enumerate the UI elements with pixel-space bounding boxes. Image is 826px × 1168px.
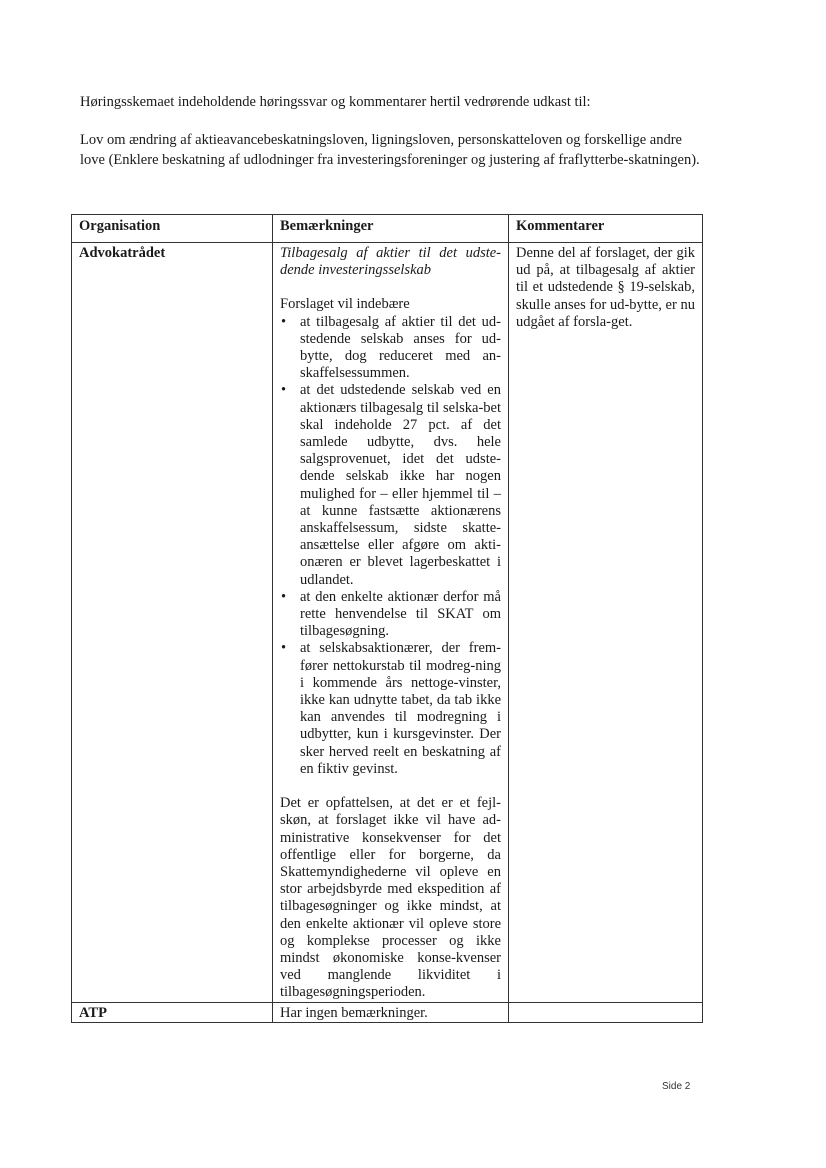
remarks-bullet: • at den enkelte aktionær derfor må rette henvendelse til SKAT om tilbagesøgning. bbox=[280, 589, 501, 641]
header-comments: Kommentarer bbox=[509, 215, 703, 243]
hearing-table bbox=[71, 214, 703, 1023]
remarks-bullet: • at tilbagesalg af aktier til det ud-stedende selskab anses for ud-bytte, dog reduceret med an-skaffelsessummen. bbox=[280, 314, 501, 383]
remarks-conclusion: Det er opfattelsen, at det er et fejl-skøn, at forslaget ikke vil have ad-ministrative konsekvenser for det offentlige eller for borgerne, da Skattemyndighederne vil opleve en stor arbejdsbyrde med ekspedition af tilbagesøgninger og ikke mindst, at den enkelte aktionær vil opleve store og komplekse processer og ikke mindst økonomiske konse-kvenser ved manglende likviditet i tilbagesøgningsperioden. bbox=[280, 795, 501, 1001]
organisation-cell: Advokatrådet bbox=[72, 243, 273, 1003]
comment-cell bbox=[509, 1002, 703, 1022]
intro-line: Høringsskemaet indeholdende høringssvar og kommentarer hertil vedrørende udkast til: bbox=[80, 94, 591, 110]
table-row-advokatraadet bbox=[72, 243, 703, 1003]
remarks-bullet: • at det udstedende selskab ved en aktionærs tilbagesalg til selska-bet skal indeholde 27 pct. af det samlede udbytte, dvs. hele salgsprovenuet, idet det udste-dende selskab ikke har nogen mulighed for – eller hjemmel til – at kunne fastsætte aktionærens anskaffelsessum, sidste skatte-ansættelse eller afgøre om akti-onæren er blevet lagerbeskattet i udlandet. bbox=[280, 382, 501, 588]
remarks-cell bbox=[273, 243, 509, 1003]
remarks-cell: Har ingen bemærkninger. bbox=[273, 1002, 509, 1022]
table-header-row bbox=[72, 215, 703, 243]
remarks-bullet-list bbox=[280, 314, 501, 778]
comment-cell: Denne del af forslaget, der gik ud på, at tilbagesalg af aktier til et udstedende § 19-selskab, skulle anses for ud-bytte, er nu udgået af forsla-get. bbox=[509, 243, 703, 1003]
page-number: Side 2 bbox=[662, 1081, 691, 1092]
organisation-cell: ATP bbox=[72, 1002, 273, 1022]
header-organisation: Organisation bbox=[72, 215, 273, 243]
table-row-atp bbox=[72, 1002, 703, 1022]
remarks-heading: Tilbagesalg af aktier til det udste-dende investeringsselskab bbox=[280, 245, 501, 279]
remarks-bullet: • at selskabsaktionærer, der frem-fører nettokurstab til modreg-ning i kommende års nettoge-vinster, ikke kan udnytte tabet, da tab ikke kan anvendes til modregning i udbytter, kun i kursgevinster. Der sker herved reelt en beskatning af en fiktiv gevinst. bbox=[280, 640, 501, 778]
law-subject: Lov om ændring af aktieavancebeskatningsloven, ligningsloven, personskatteloven og forskellige andre love (Enklere beskatning af udlodninger fra investeringsforeninger og justering af fraflytterbe-skatningen). bbox=[80, 132, 700, 168]
header-remarks: Bemærkninger bbox=[273, 215, 509, 243]
remarks-intro: Forslaget vil indebære bbox=[280, 296, 410, 313]
document-intro bbox=[80, 92, 700, 170]
